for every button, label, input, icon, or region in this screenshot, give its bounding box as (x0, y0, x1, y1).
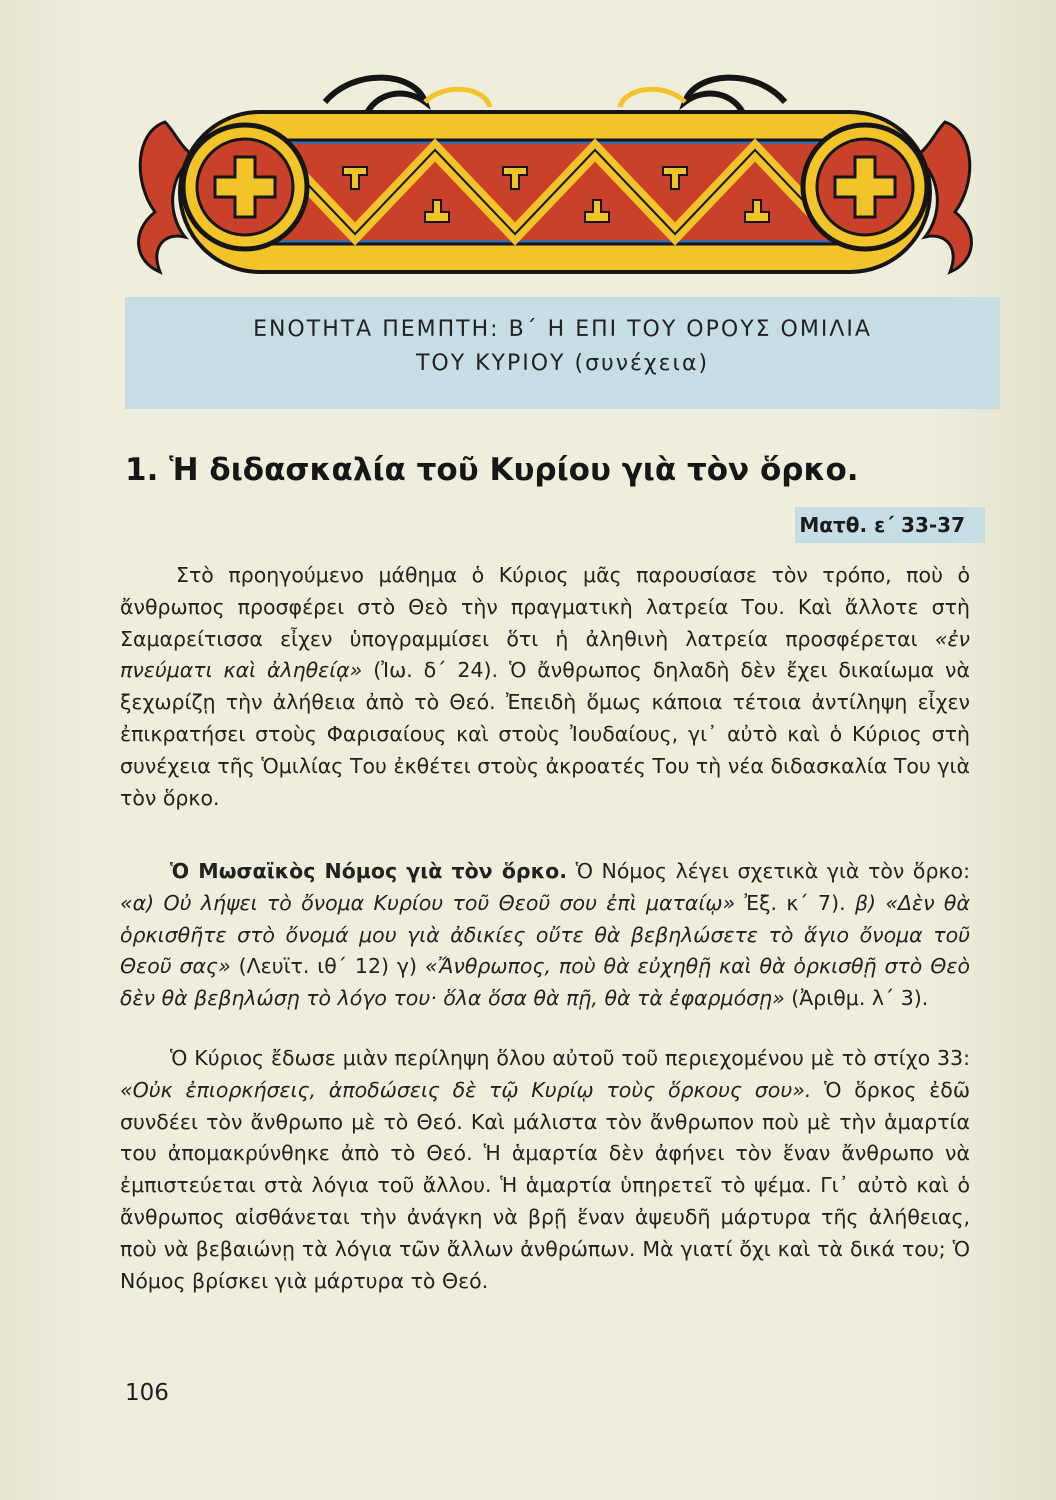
page-number: 106 (125, 1380, 169, 1406)
paragraph-2-quote-c: «Ἄνθρωπος, ποὺ θὰ εὐχηθῇ καὶ θὰ ὁρκισθῇ στὸ Θεὸ δὲν θὰ βεβηλώσῃ τὸ λόγο του· ὅλα ὅσα θὰ πῇ, θὰ τὰ ἐφαρμόσῃ» (120, 954, 970, 1011)
paragraph-1-text-a: Στὸ προηγούμενο μάθημα ὁ Κύριος μᾶς παρουσίασε τὸν τρόπο, ποὺ ὁ ἄνθρωπος προσφέρει στὸ Θεὸ τὴν πραγματικὴ λατρεία Του. Καὶ ἄλλοτε στὴ Σαμαρείτισσα εἶχεν ὑπογραμμίσει ὅτι ἡ ἀληθινὴ λατρεία προσφέρεται (120, 563, 970, 651)
lesson-title: 1. Ἡ διδασκαλία τοῦ Κυρίου γιὰ τὸν ὅρκο. (125, 452, 859, 488)
paragraph-2-text-d: (Ἀριθμ. λ΄ 3). (784, 986, 929, 1011)
paragraph-2-quote-b: β) «Δὲν θὰ ὁρκισθῆτε στὸ ὄνομά μου γιὰ ἀδικίες οὔτε θὰ βεβηλώσετε τὸ ἅγιο ὄνομα τοῦ Θεοῦ σας» (120, 890, 970, 979)
paragraph-1-text-b: (Ἰω. δ΄ 24). Ὁ ἄνθρωπος δηλαδὴ δὲν ἔχει δικαίωμα νὰ ξεχωρίζῃ τὴν ἀλήθεια ἀπὸ τὸ Θεό. Ἐπειδὴ ὅμως κάποια τέτοια ἀντίληψη εἶχεν ἐπικρατήσει στοὺς Φαρισαίους καὶ στοὺς Ἰουδαίους, γι᾿ αὐτὸ καὶ ὁ Κύριος στὴ συνέχεια τῆς Ὁμιλίας Του ἐκθέτει στοὺς ἀκροατές Του τὴ νέα διδασκαλία Του γιὰ τὸν ὅρκο. (120, 658, 970, 810)
paragraph-2 (120, 856, 970, 1015)
paragraph-3-quote: «Οὐκ ἐπιορκήσεις, ἀποδώσεις δὲ τῷ Κυρίῳ τοὺς ὅρκους σου». (120, 1077, 812, 1102)
paragraph-3-text-b: Ὁ ὅρκος ἐδῶ συνδέει τὸν ἄνθρωπο μὲ τὸ Θεό. Καὶ μάλιστα τὸν ἄνθρωπον ποὺ μὲ τὴν ἁμαρτία του ἀπομακρύνθηκε ἀπὸ τὸ Θεό. Ἡ ἁμαρτία δὲν ἀφήνει τὸν ἕναν ἄνθρωπο νὰ ἐμπιστεύεται στὰ λόγια τοῦ ἄλλου. Ἡ ἁμαρτία ὑπηρετεῖ τὸ ψέμα. Γι᾿ αὐτὸ καὶ ὁ ἄνθρωπος αἰσθάνεται τὴν ἀνάγκη νὰ βρῇ ἕναν ἀψευδῆ μάρτυρα τῆς ἀλήθειας, ποὺ νὰ βεβαιώνῃ τὰ λόγια τῶν ἄλλων ἀνθρώπων. Μὰ γιατί ὄχι καὶ τὰ δικά του; Ὁ Νόμος βρίσκει γιὰ μάρτυρα τὸ Θεό. (120, 1077, 971, 1293)
paragraph-3 (120, 1043, 970, 1297)
paragraph-2-text-a: Ὁ Νόμος λέγει σχετικὰ γιὰ τὸν ὅρκο: (567, 859, 970, 883)
scripture-reference: Ματθ. ε΄ 33-37 (799, 513, 965, 537)
paragraph-2-heading: Ὁ Μωσαϊκὸς Νόμος γιὰ τὸν ὅρκο. (170, 859, 568, 883)
scripture-reference-box (795, 507, 985, 543)
top-scroll-left-2 (425, 89, 490, 107)
byzantine-ornament-header (125, 62, 985, 292)
paragraph-1 (120, 560, 970, 814)
unit-banner-line2: ΤΟΥ ΚΥΡΙΟΥ (συνέχεια) (415, 351, 710, 376)
paragraph-3-text-a: Ὁ Κύριος ἔδωσε μιὰν περίληψη ὅλου αὐτοῦ τοῦ περιεχομένου μὲ τὸ στίχο 33: (170, 1046, 970, 1070)
unit-banner (125, 297, 1000, 409)
top-scroll-right-2 (620, 89, 685, 107)
paragraph-1-quote: «ἐν πνεύματι καὶ ἀληθείᾳ» (120, 626, 970, 683)
paragraph-2-quote-a: «α) Οὐ λήψει τὸ ὄνομα Κυρίου τοῦ Θεοῦ σου ἐπὶ ματαίῳ» (120, 890, 736, 915)
paragraph-2-text-b: Ἐξ. κ΄ 7). (735, 890, 855, 915)
paragraph-2-text-c: (Λευϊτ. ιθ΄ 12) γ) (230, 954, 425, 979)
unit-banner-line1: ΕΝΟΤΗΤΑ ΠΕΜΠΤΗ: Β΄ Η ΕΠΙ ΤΟΥ ΟΡΟΥΣ ΟΜΙΛΙΑ (253, 317, 872, 342)
